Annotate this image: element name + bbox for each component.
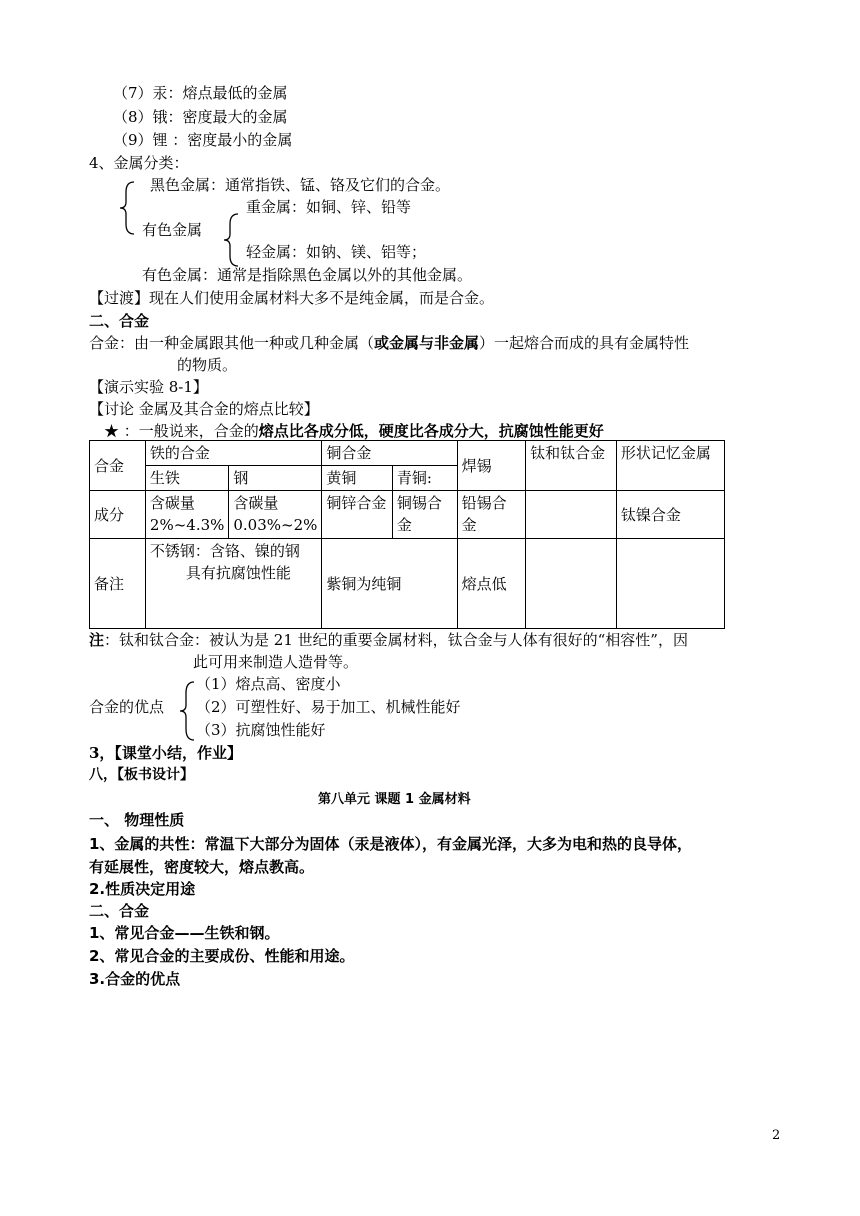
table-row xyxy=(90,441,725,466)
text-span: ★ ：一般说来，合金的 xyxy=(104,422,259,440)
text-line: （8）锇：密度最大的金属 xyxy=(113,108,288,126)
text-line: （2）可塑性好、易于加工、机械性能好 xyxy=(196,698,461,716)
section-heading: 二、合金 xyxy=(89,312,150,330)
text-line: （9）锂 ：密度最小的金属 xyxy=(113,131,293,149)
text-line: 【过渡】现在人们使用金属材料大多不是纯金属，而是合金。 xyxy=(89,289,495,307)
text-line xyxy=(89,333,689,353)
text-line: 3，【课堂小结，作业】 xyxy=(89,744,242,762)
text-line: （3）抗腐蚀性能好 xyxy=(196,721,326,739)
text-line xyxy=(89,630,688,650)
text-span: ：钛和钛合金：被认为是 21 世纪的重要金属材料，钛合金与人体有很好的“相容性”，因 xyxy=(104,631,688,649)
alloy-table xyxy=(89,440,725,629)
table-cell: 紫铜为纯铜 xyxy=(322,539,457,629)
text-line: 3.合金的优点 xyxy=(89,970,181,988)
table-cell: 铜锡合金 xyxy=(392,491,457,539)
text-line: 八，【板书设计】 xyxy=(89,767,194,783)
text-line: 【演示实验 8-1】 xyxy=(89,378,208,396)
table-cell xyxy=(526,491,617,539)
table-cell: 合金 xyxy=(90,441,146,491)
text-line: 合金的优点 xyxy=(89,698,165,716)
table-row xyxy=(90,539,725,629)
table-cell: 铜合金 xyxy=(322,441,457,466)
cell-text: 不锈钢：含铬、镍的钢 xyxy=(149,542,300,560)
bold-span: 或金属与非金属 xyxy=(374,334,480,352)
table-row xyxy=(90,491,725,539)
table-cell: 含碳量 2%~4.3% xyxy=(145,491,228,539)
section-heading: 4、金属分类： xyxy=(89,154,189,172)
table-cell: 成分 xyxy=(90,491,146,539)
table-cell: 形状记忆金属 xyxy=(616,441,724,491)
brace-icon xyxy=(178,680,198,742)
text-line: 轻金属：如钠、镁、铝等； xyxy=(246,243,427,261)
table-cell: 钛和钛合金 xyxy=(526,441,617,491)
table-cell: 黄铜 xyxy=(322,466,392,491)
text-line: 黑色金属：通常指铁、锰、铬及它们的合金。 xyxy=(150,176,451,194)
page-number: 2 xyxy=(772,1128,781,1143)
text-line xyxy=(104,421,604,441)
text-line: 此可用来制造人造骨等。 xyxy=(193,653,359,671)
text-line: 2.性质决定用途 xyxy=(89,880,196,898)
text-line: （7）汞：熔点最低的金属 xyxy=(113,84,288,102)
text-span: ）一起熔合而成的具有金属特性 xyxy=(479,334,690,352)
table-cell: 铅锡合金 xyxy=(457,491,525,539)
brace-icon xyxy=(118,180,138,236)
table-cell: 钢 xyxy=(229,466,322,491)
table-cell: 备注 xyxy=(90,539,146,629)
text-line: 1、常见合金——生铁和钢。 xyxy=(89,924,280,942)
cell-text: 具有抗腐蚀性能 xyxy=(185,564,291,582)
board-title: 第八单元 课题 1 金属材料 xyxy=(318,792,471,807)
table-cell: 生铁 xyxy=(145,466,228,491)
text-line: 2、常见合金的主要成份、性能和用途。 xyxy=(89,947,355,965)
table-cell xyxy=(145,539,321,629)
text-span: 合金：由一种金属跟其他一种或几种金属（ xyxy=(89,334,375,352)
table-cell: 含碳量 0.03%~2% xyxy=(229,491,322,539)
section-heading: 一、 物理性质 xyxy=(89,811,185,829)
bold-span: 熔点比各成分低，硬度比各成分大，抗腐蚀性能更好 xyxy=(258,422,604,440)
table-cell: 焊锡 xyxy=(457,441,525,491)
text-line: 的物质。 xyxy=(177,356,238,374)
table-cell xyxy=(616,539,724,629)
text-line: 【讨论 金属及其合金的熔点比较】 xyxy=(89,400,319,418)
table-cell: 熔点低 xyxy=(457,539,525,629)
text-line: （1）熔点高、密度小 xyxy=(196,675,341,693)
text-line: 有色金属 xyxy=(142,221,203,239)
table-cell: 钛镍合金 xyxy=(616,491,724,539)
text-line: 1、金属的共性：常温下大部分为固体（汞是液体），有金属光泽，大多为电和热的良导体， xyxy=(89,835,692,853)
text-line: 有色金属：通常是指除黑色金属以外的其他金属。 xyxy=(142,266,473,284)
bold-span: 注 xyxy=(89,631,105,649)
brace-icon xyxy=(222,212,242,268)
text-line: 重金属：如铜、锌、铅等 xyxy=(246,198,412,216)
table-cell: 铜锌合金 xyxy=(322,491,392,539)
table-cell xyxy=(526,539,617,629)
table-cell: 铁的合金 xyxy=(145,441,321,466)
text-line: 有延展性，密度较大，熔点教高。 xyxy=(89,858,315,876)
section-heading: 二、合金 xyxy=(89,902,150,920)
table-cell: 青铜: xyxy=(392,466,457,491)
